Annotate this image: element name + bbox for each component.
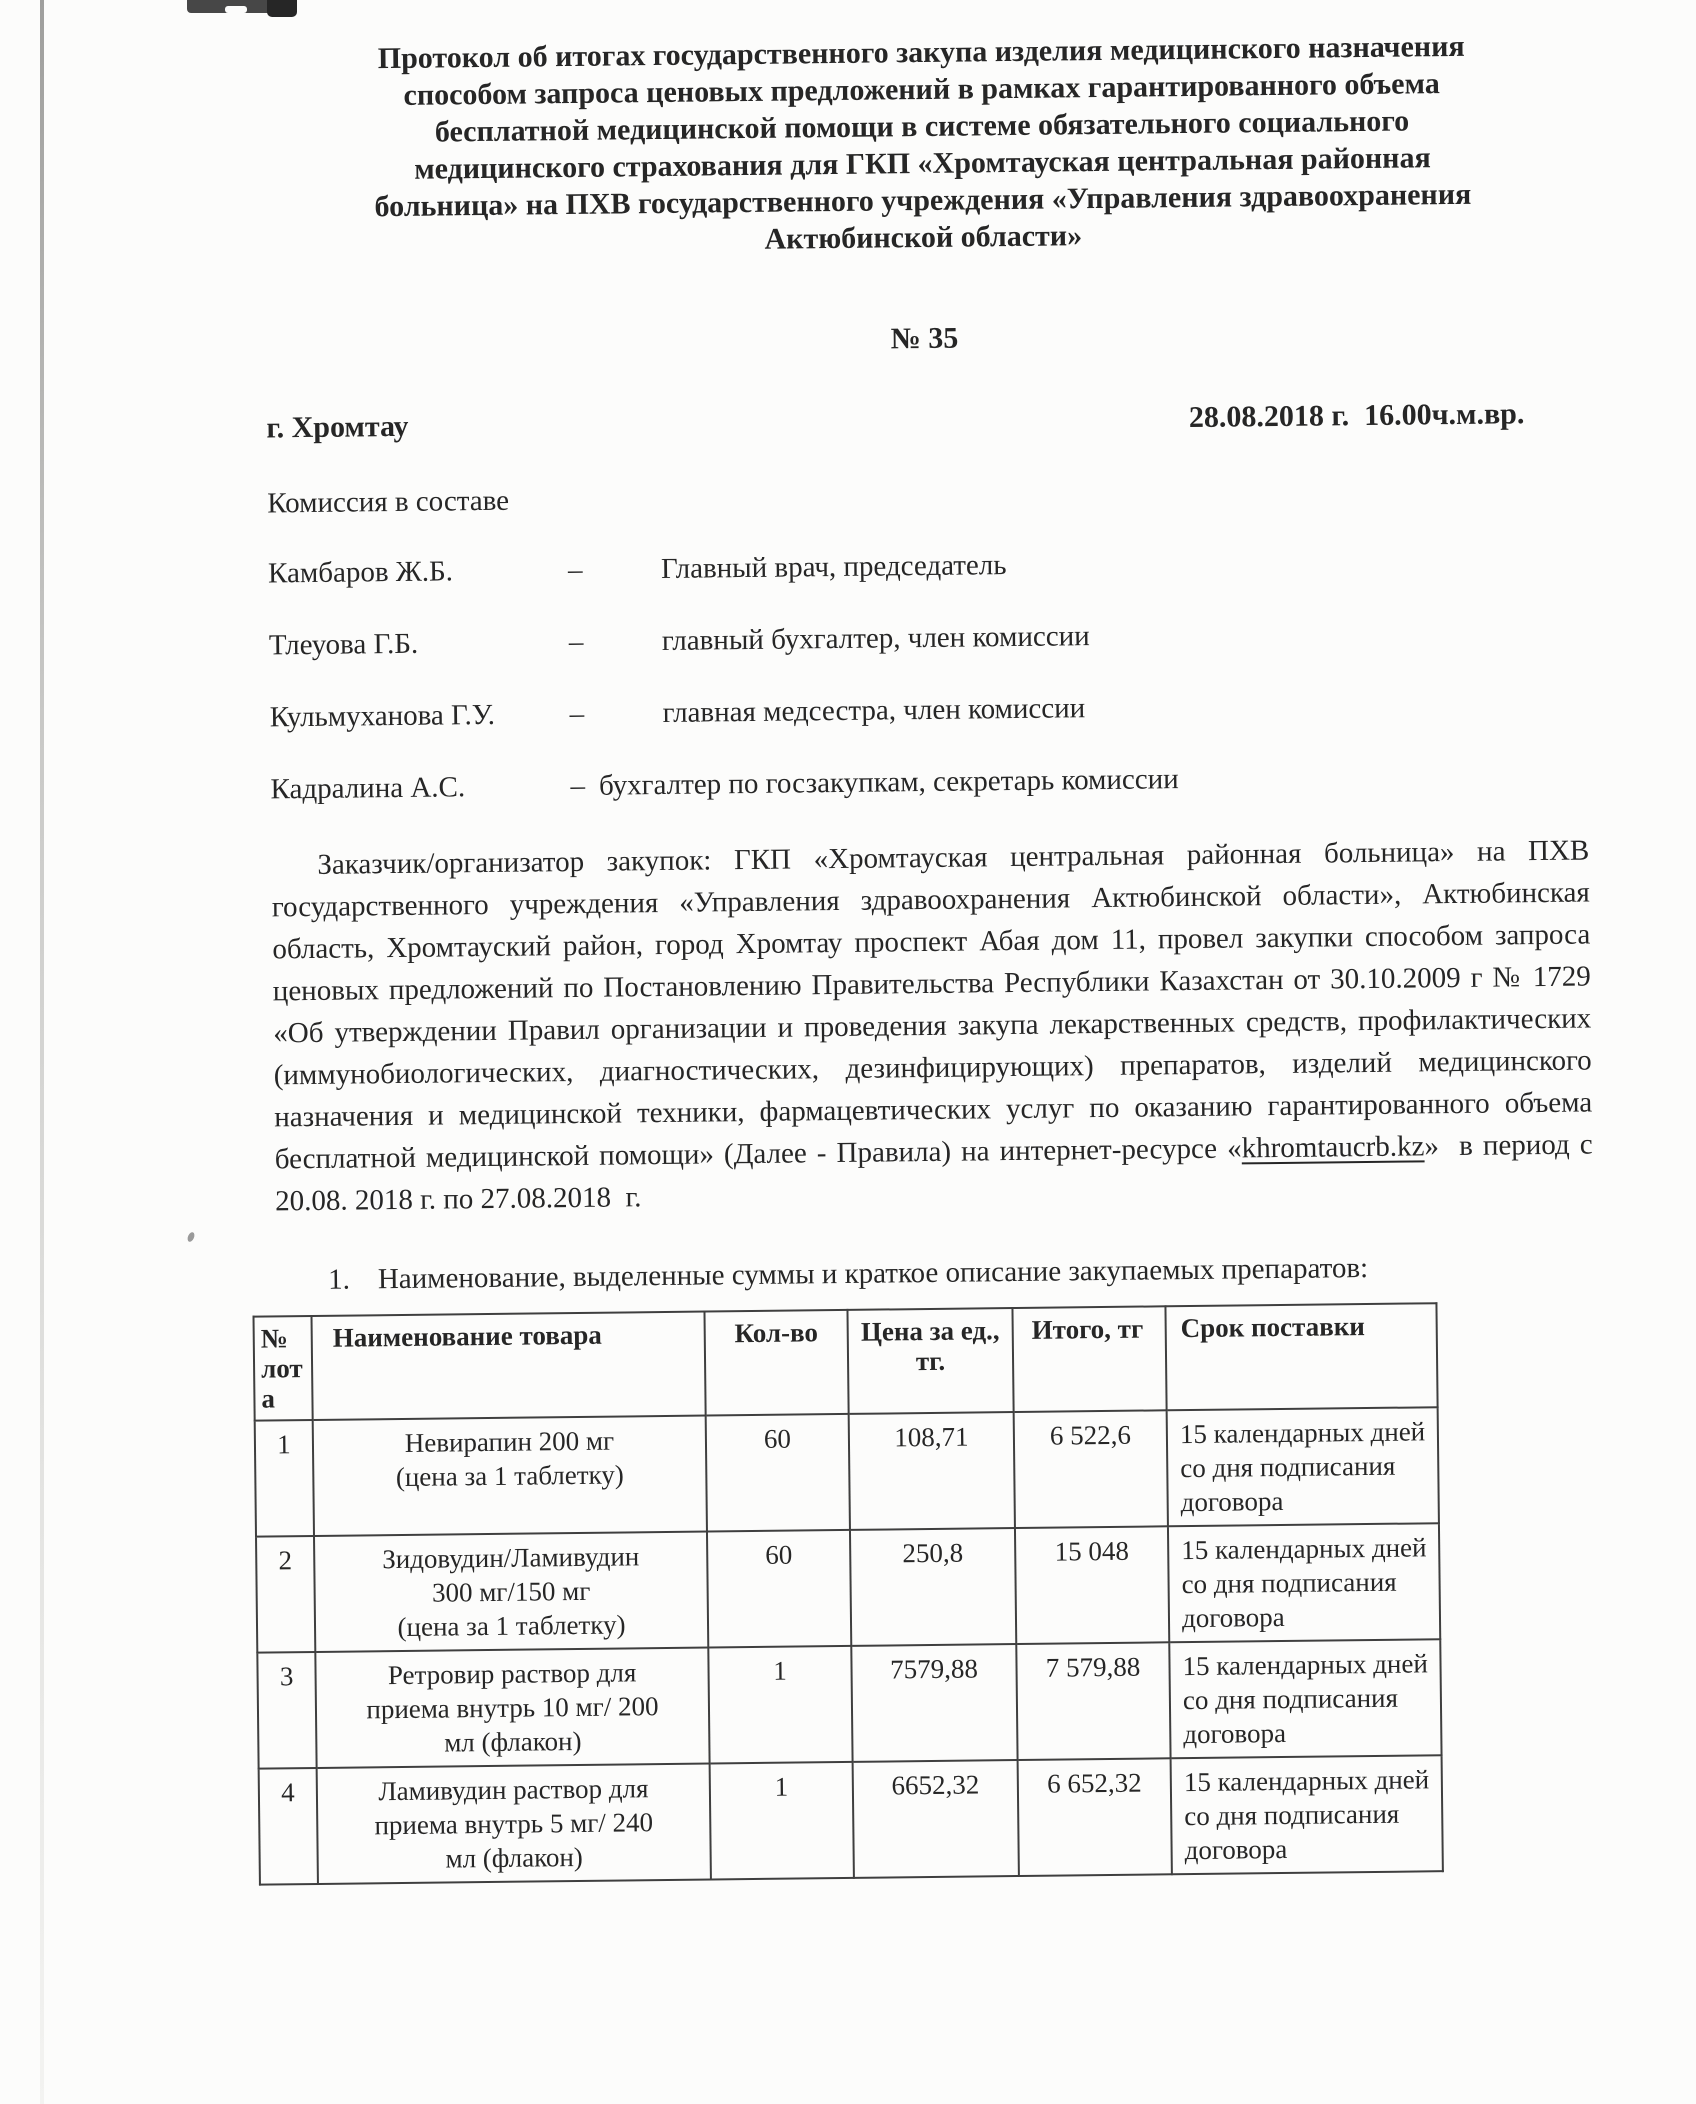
col-header-unit-price: Цена за ед., тг. <box>847 1308 1013 1414</box>
commission-member-row <box>270 755 1588 808</box>
scan-blob-artifact <box>187 0 293 13</box>
customer-paragraph <box>271 829 1593 1222</box>
col-header-quantity: Кол-во <box>704 1310 848 1416</box>
quantity-cell: 60 <box>706 1414 850 1532</box>
member-role: Главный врач, председатель <box>660 549 1007 585</box>
table-row <box>257 1639 1441 1768</box>
doc-title: Протокол об итогах государственного закупа изделия медицинского назначения способом запроса ценовых предложений в рамках гарантированного объема бесплатной медицинской помощи в системе обязательного социального медицинского страхования для ГКП «Хромтауская центральная районная больница» на ПХВ государственного учреждения «Управления здравоохранения Актюбинской области» <box>374 29 1472 256</box>
paragraph-text-after-link: » в период с 20.08. 2018 г. по 27.08.2018 г. <box>275 1128 1593 1218</box>
delivery-term-cell: 15 календарных дней со дня подписания договора <box>1169 1639 1441 1758</box>
table-row <box>255 1407 1439 1536</box>
website-link-text: khromtaucrb.kz <box>1241 1130 1425 1165</box>
member-role: главный бухгалтер, член комиссии <box>661 620 1090 657</box>
member-name: Кадралина А.С. <box>270 771 466 806</box>
quantity-cell: 1 <box>708 1646 852 1764</box>
quantity-cell: 1 <box>710 1762 854 1880</box>
unit-price-cell: 7579,88 <box>851 1644 1017 1762</box>
total-cell: 15 048 <box>1015 1526 1169 1644</box>
member-dash: – <box>567 553 583 587</box>
commission-member-row <box>269 611 1587 664</box>
scan-edge-line-artifact <box>40 0 44 2104</box>
table-row <box>256 1523 1440 1652</box>
member-name: Тлеуова Г.Б. <box>268 627 419 662</box>
product-name-cell: Ретровир раствор для приема внутрь 10 мг/ 200 мл (флакон) <box>315 1648 709 1768</box>
unit-price-cell: 6652,32 <box>853 1760 1019 1878</box>
total-cell: 6 652,32 <box>1018 1758 1172 1876</box>
member-role: бухгалтер по госзакупкам, секретарь комиссии <box>598 763 1179 802</box>
scan-speck-artifact <box>186 1231 196 1243</box>
doc-number: № 35 <box>890 321 959 356</box>
member-dash: – <box>570 769 586 803</box>
member-dash: – <box>568 625 584 659</box>
lot-number-cell: 4 <box>259 1768 318 1885</box>
lot-number-cell: 1 <box>255 1420 314 1537</box>
item-text: Наименование, выделенные суммы и краткое описание закупаемых препаратов: <box>377 1252 1369 1296</box>
product-name-cell: Зидовудин/Ламивудин 300 мг/150 мг (цена за 1 таблетку) <box>314 1532 708 1652</box>
paragraph-text-before-link: Заказчик/организатор закупок: ГКП «Хромтауская центральная районная больница» на ПХВ государственного учреждения «Управления здравоохранения Актюбинской области», Актюбинская область, Хромтауский район, город Хромтау проспект Абая дом 11, провел закупки способом запроса ценовых предложений по Постановлению Правительства Республики Казахстан от 30.10.2009 г № 1729 «Об утверждении Правил организации и проведения закупа лекарственных средств, профилактических (иммунобиологических, диагностических, дезинфицирующих) препаратов, изделий медицинского назначения и медицинской техники, фармацевтических услуг по оказанию гарантированного объема бесплатной медицинской помощи» (Далее - Правила) на интернет-ресурсе « <box>271 834 1593 1176</box>
item-number: 1. <box>327 1263 351 1296</box>
commission-heading: Комиссия в составе <box>267 484 510 520</box>
member-name: Кульмуханова Г.У. <box>269 698 496 734</box>
member-role: главная медсестра, член комиссии <box>662 692 1086 729</box>
numbered-section-item <box>276 1249 1594 1297</box>
delivery-term-cell: 15 календарных дней со дня подписания договора <box>1167 1407 1439 1526</box>
product-name-cell: Ламивудин раствор для приема внутрь 5 мг/ 240 мл (флакон) <box>317 1764 711 1884</box>
total-cell: 6 522,6 <box>1014 1410 1168 1528</box>
delivery-term-cell: 15 календарных дней со дня подписания договора <box>1171 1755 1443 1874</box>
meta-row <box>266 397 1584 446</box>
commission-member-row <box>268 539 1586 592</box>
unit-price-cell: 108,71 <box>849 1412 1015 1530</box>
doc-city: г. Хромтау <box>266 409 409 445</box>
lot-number-cell: 2 <box>256 1536 315 1653</box>
unit-price-cell: 250,8 <box>850 1528 1016 1646</box>
member-name: Камбаров Ж.Б. <box>267 555 454 590</box>
commission-member-row <box>269 683 1587 736</box>
col-header-product-name: Наименование товара <box>312 1312 706 1420</box>
procurement-lots-table <box>252 1302 1443 1885</box>
col-header-lot-number: № лот а <box>254 1316 313 1421</box>
quantity-cell: 60 <box>707 1530 851 1648</box>
member-dash: – <box>569 697 585 731</box>
col-header-delivery-term: Срок поставки <box>1165 1303 1437 1410</box>
doc-datetime: 28.08.2018 г. 16.00ч.м.вр. <box>1188 397 1525 434</box>
lot-number-cell: 3 <box>257 1652 316 1769</box>
product-name-cell: Невирапин 200 мг (цена за 1 таблетку) <box>313 1416 707 1536</box>
table-header-row <box>254 1303 1438 1420</box>
col-header-total: Итого, тг <box>1012 1306 1166 1412</box>
document-content <box>262 27 1601 1886</box>
total-cell: 7 579,88 <box>1016 1642 1170 1760</box>
delivery-term-cell: 15 календарных дней со дня подписания договора <box>1168 1523 1440 1642</box>
table-row <box>259 1755 1443 1884</box>
